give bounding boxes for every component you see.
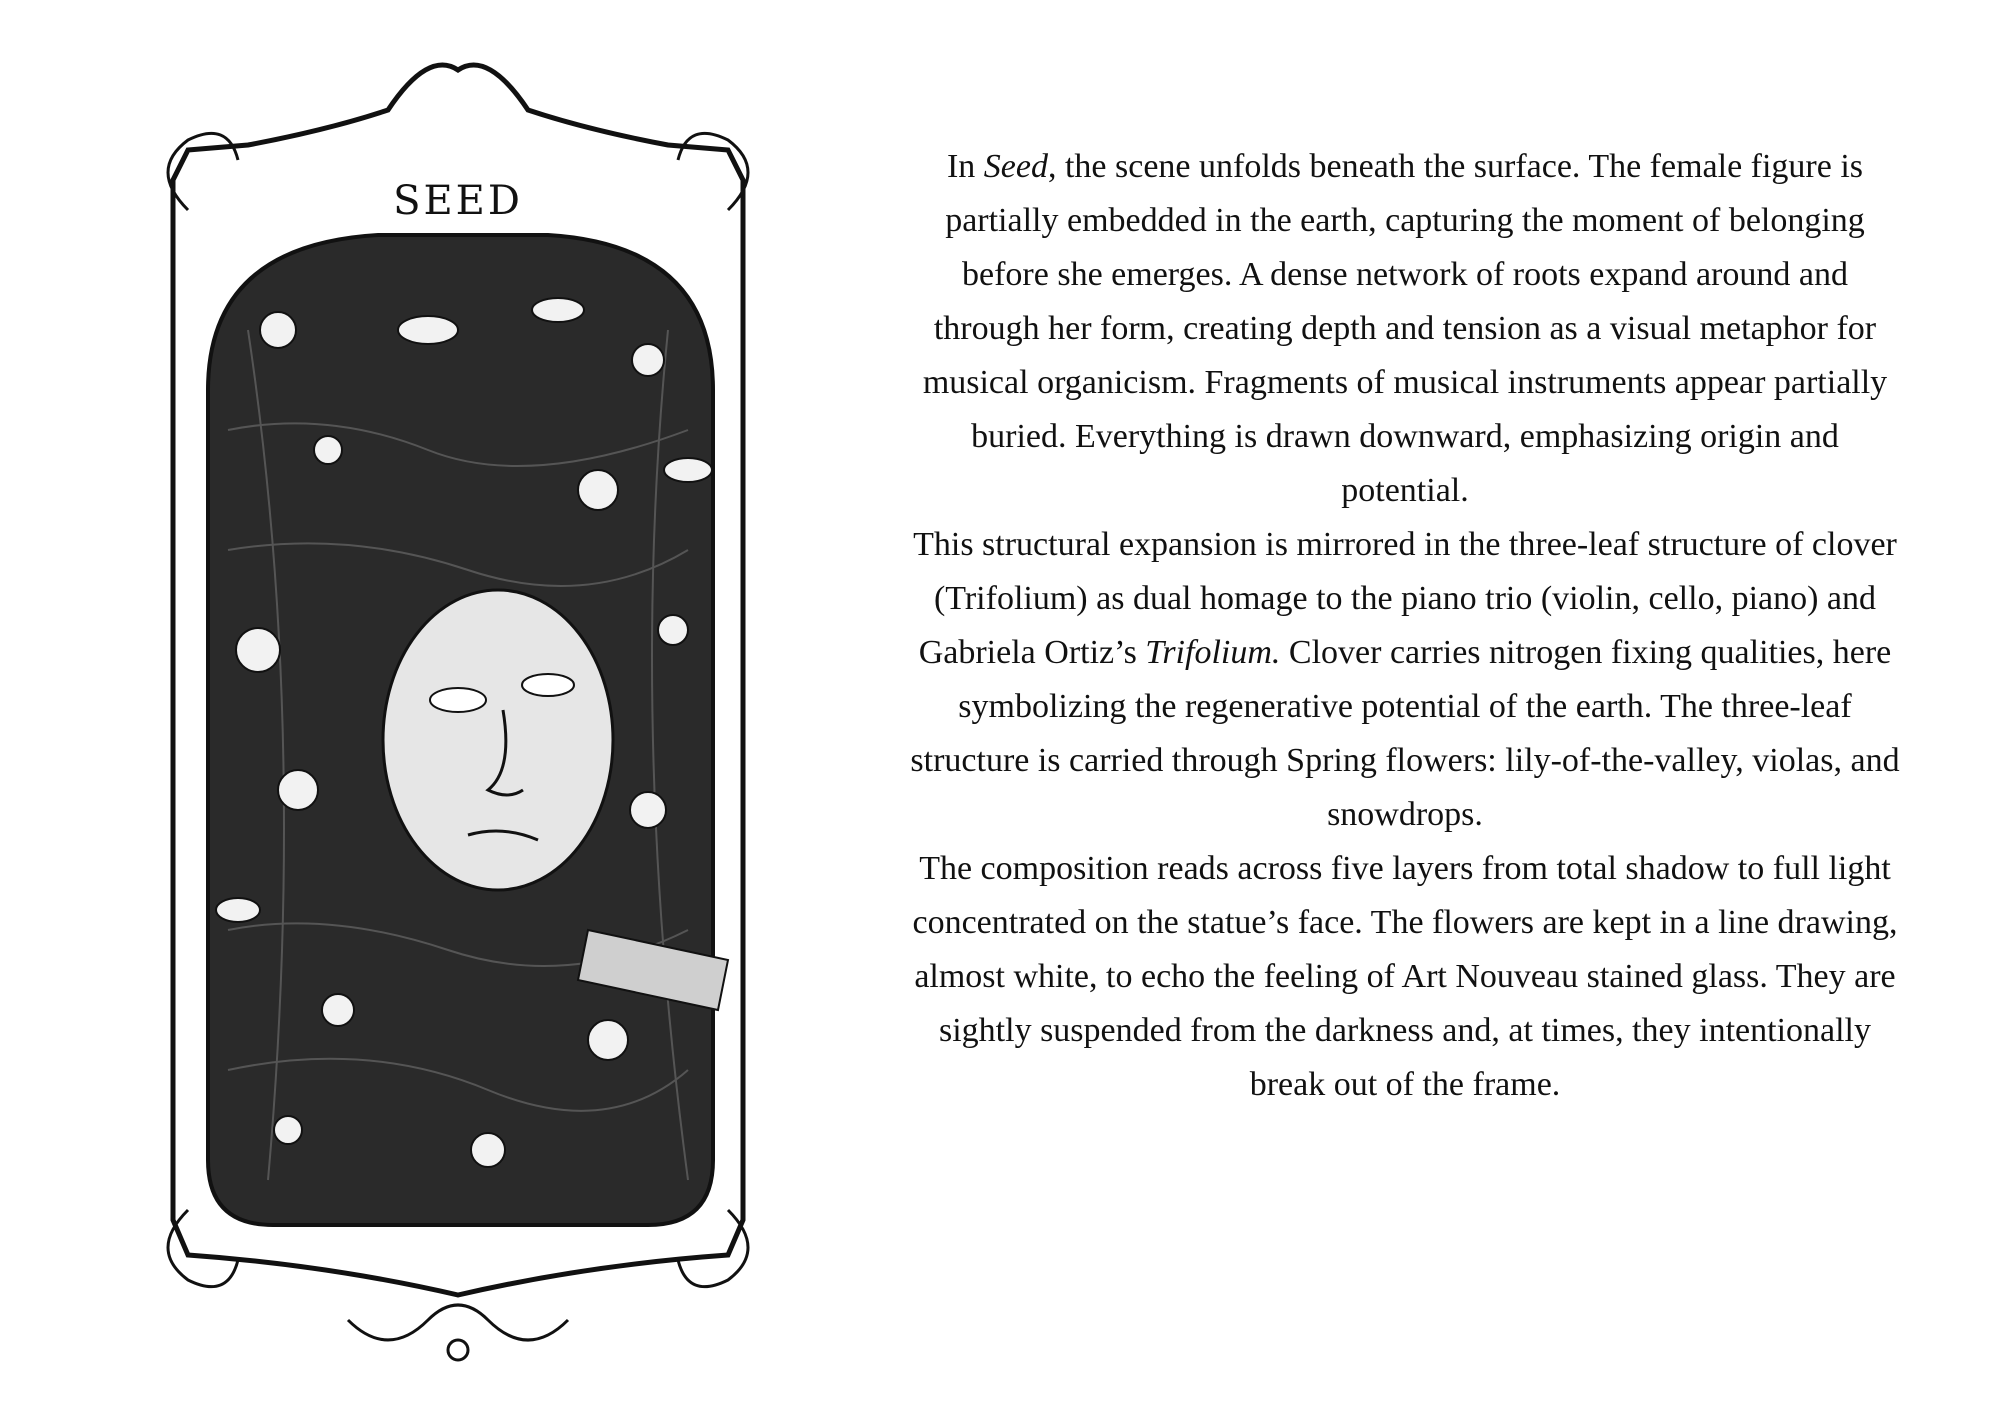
description-paragraph-1	[905, 140, 1905, 518]
description-column	[905, 140, 1905, 1112]
statue-face	[383, 590, 613, 890]
paragraph-1-body: , the scene unfolds beneath the surface. The female figure is partially embedded in the earth, capturing the moment of belonging before she emerges. A dense network of roots expand around and through her form, creating depth and tension as a visual metaphor for musical organicism. Fragments of musical instruments appear partially buried. Everything is drawn downward, emphasizing origin and potential.	[922, 148, 1888, 509]
paragraph-2-body-start: This structural expansion is mirrored in the three-leaf structure of clover (Trifolium) as dual homage to the piano trio (violin, cello, piano) and Gabriela Ortiz’s	[913, 526, 1897, 671]
description-paragraph-3: The composition reads across five layers from total shadow to full light concentrated on the statue’s face. The flowers are kept in a line drawing, almost white, to echo the feeling of Art Nouveau stained glass. They are sightly suspended from the darkness and, at times, they intentionally break out of the frame.	[912, 850, 1898, 1103]
paragraph-1-italic-title: Seed	[983, 148, 1048, 185]
paragraph-1-prefix: In	[946, 148, 984, 185]
description-paragraph-2	[905, 518, 1905, 842]
artwork	[128, 30, 788, 1390]
artwork-illustration	[128, 30, 788, 1390]
paragraph-2-italic-title: Trifolium.	[1145, 634, 1281, 671]
artwork-title: SEED	[393, 178, 523, 224]
paragraph-2-body-end: Clover carries nitrogen fixing qualities, here symbolizing the regenerative potential of the earth. The three-leaf structure is carried through Spring flowers: lily-of-the-valley, violas, and snowdrops.	[910, 634, 1900, 833]
